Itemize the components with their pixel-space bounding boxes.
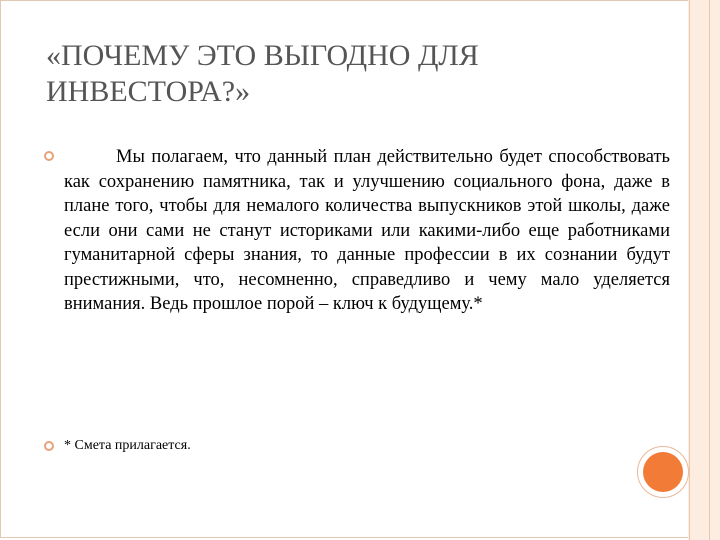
bullet-ring-icon [44, 151, 54, 161]
body-paragraph: Мы полагаем, что данный план действительно будет способствовать как сохранению памятника, так и улучшению социального фона, даже в плане того, чтобы для немалого количества выпускников этой школы, даже если они сами не станут историками или какими-либо еще работниками гуманитарной сферы знания, то данные профессии в их сознании будут престижными, что, несомненно, справедливо и чему мало уделяется внимания. Ведь прошлое порой – ключ к будущему.* [64, 147, 670, 314]
decorative-band-line [689, 0, 690, 540]
footnote-text: * Смета прилагается. [64, 438, 191, 453]
slide-title: «ПОЧЕМУ ЭТО ВЫГОДНО ДЛЯ ИНВЕСТОРА?» [46, 39, 479, 108]
decorative-orange-circle-icon [643, 452, 683, 492]
bullet-ring-icon [44, 441, 54, 451]
decorative-side-band [688, 0, 720, 540]
decorative-band-line [709, 0, 710, 540]
